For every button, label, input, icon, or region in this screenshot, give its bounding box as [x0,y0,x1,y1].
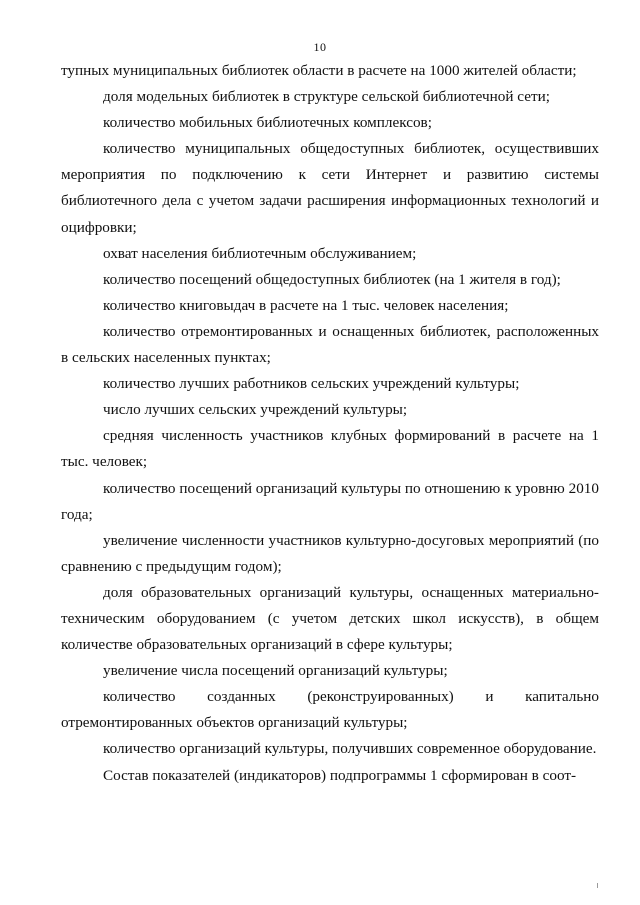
paragraph: количество посещений общедоступных библиотек (на 1 жителя в год); [103,270,561,288]
paragraph: увеличение численности участников культурно-досуговых мероприятий (по сравнению с предыдущим годом); [61,531,599,575]
paragraph: число лучших сельских учреждений культуры; [103,401,408,419]
paragraph: количество созданных (реконструированных) и капитально отремонтированных объектов организаций культуры; [61,688,599,732]
paragraph: увеличение числа посещений организаций культуры; [103,662,448,680]
page-number: 10 [313,40,327,54]
paragraph: доля модельных библиотек в структуре сельской библиотечной сети; [103,88,550,106]
paragraph: охват населения библиотечным обслуживанием; [103,244,417,262]
paragraph: количество отремонтированных и оснащенных библиотек, расположенных в сельских населенных пунктах; [61,322,599,367]
paragraph: средняя численность участников клубных формирований в расчете на 1 тыс. человек; [61,427,599,471]
paragraph: Состав показателей (индикаторов) подпрограммы 1 сформирован в соот- [103,766,577,784]
document-body [61,58,599,789]
paragraph: количество мобильных библиотечных комплексов; [103,114,432,132]
paragraph: количество книговыдач в расчете на 1 тыс. человек населения; [103,296,509,314]
scan-edge-mark [597,883,598,888]
paragraph-continued: тупных муниципальных библиотек области в расчете на 1000 жителей области; [61,62,577,79]
paragraph: доля образовательных организаций культуры, оснащенных материально-техническим оборудованием (с учетом детских школ искусств), в общем количестве образовательных организаций в сфере культуры; [61,583,599,654]
paragraph: количество посещений организаций культуры по отношению к уровню 2010 года; [61,479,599,523]
paragraph: количество организаций культуры, получивших современное оборудование. [103,740,597,758]
paragraph: количество муниципальных общедоступных библиотек, осуществивших мероприятия по подключению к сети Интернет и развитию системы библиотечного дела с учетом задачи расширения информационных технологий и оцифровки; [61,140,599,236]
paragraph: количество лучших работников сельских учреждений культуры; [103,375,520,393]
